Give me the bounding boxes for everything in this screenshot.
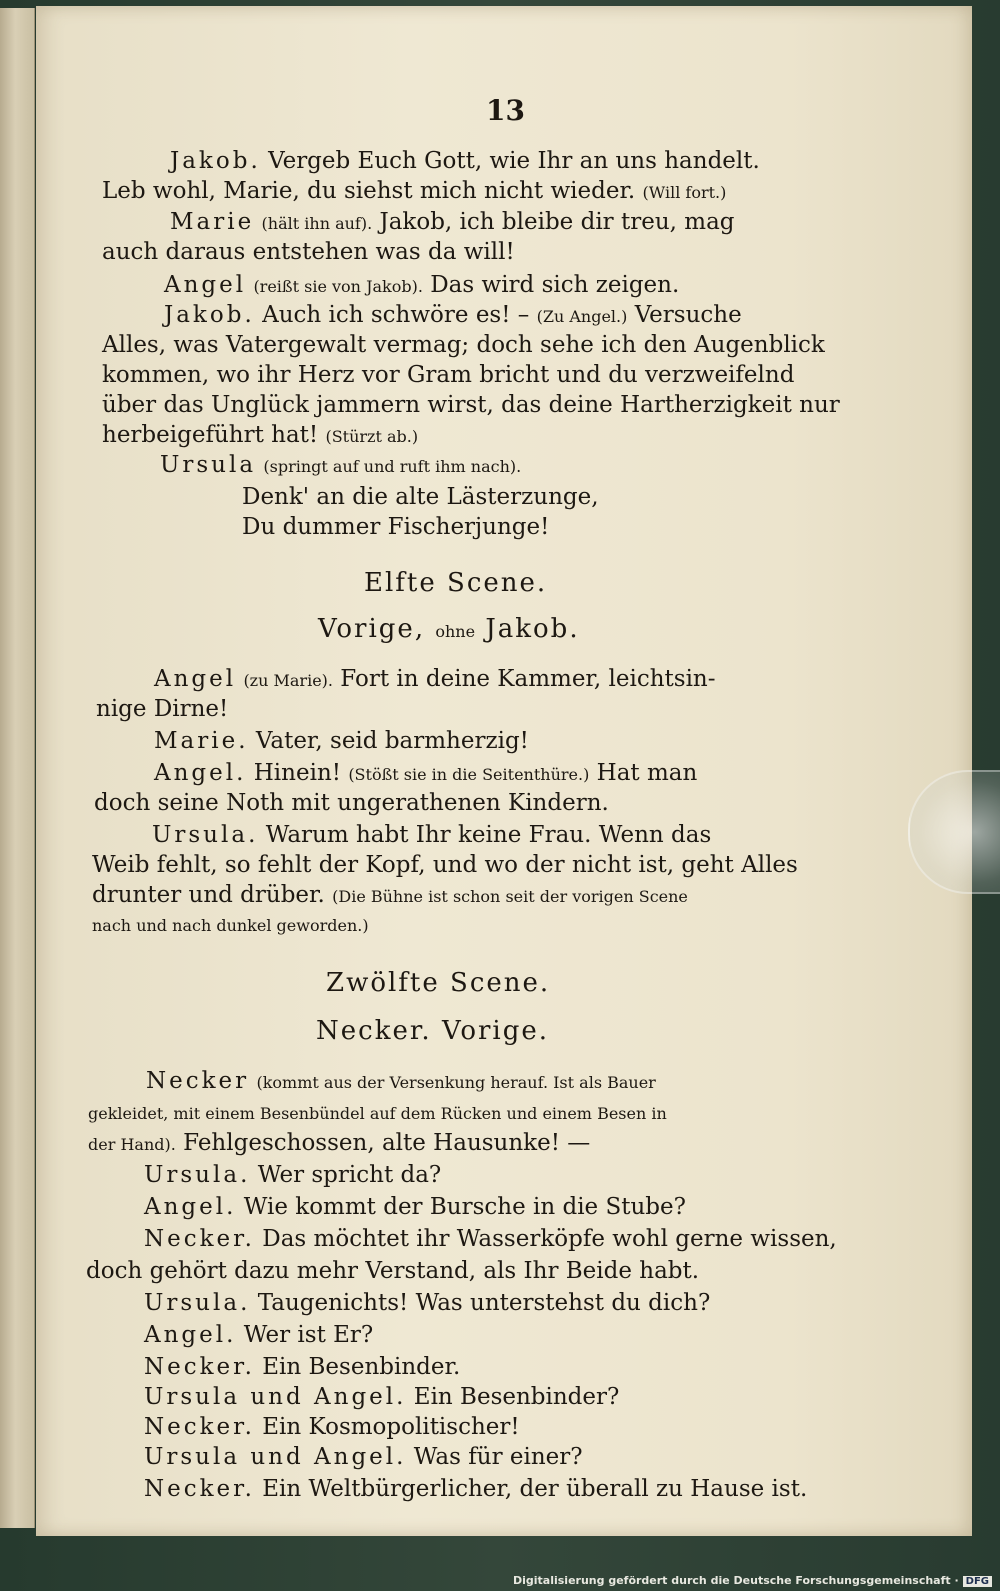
stage-direction: (Die Bühne ist schon seit der vorigen Scene: [332, 887, 688, 906]
text-line: [102, 362, 794, 388]
speaker-name: Ursula und Angel.: [144, 1384, 407, 1410]
scene-heading: Zwölfte Scene.: [326, 968, 551, 998]
stage-direction: (zu Marie).: [243, 671, 333, 690]
dialogue-text: Das möchtet ihr Wasserköpfe wohl gerne wissen,: [262, 1226, 837, 1252]
text-line: [144, 1384, 619, 1410]
text-line: [164, 302, 742, 328]
dialogue-text: Denk' an die alte Lästerzunge,: [242, 484, 599, 510]
dialogue-text: Was für einer?: [413, 1444, 583, 1470]
text-line: [152, 822, 711, 848]
speaker-name: Necker.: [144, 1414, 255, 1440]
subheading-text: Jakob.: [485, 614, 580, 644]
text-line: [144, 1322, 373, 1348]
text-line: [170, 148, 760, 174]
stage-direction: (Zu Angel.): [536, 307, 628, 326]
verse-line: [242, 484, 599, 510]
speaker-name: Jakob.: [170, 148, 261, 174]
dialogue-text: Hinein!: [253, 760, 341, 786]
verse-line: [242, 514, 549, 540]
text-line: [154, 666, 716, 692]
book-page: [36, 6, 972, 1536]
dialogue-text: Vater, seid barmherzig!: [255, 728, 529, 754]
speaker-name: Necker.: [144, 1226, 255, 1252]
dialogue-text: Wie kommt der Bursche in die Stube?: [243, 1194, 686, 1220]
page-number: 13: [486, 94, 525, 127]
speaker-name: Angel.: [154, 760, 247, 786]
speaker-name: Necker.: [144, 1476, 255, 1502]
dialogue-text: nige Dirne!: [96, 696, 229, 722]
dialogue-text: Hat man: [596, 760, 698, 786]
text-line: [144, 1444, 583, 1470]
speaker-name: Jakob.: [164, 302, 255, 328]
text-line: [102, 422, 418, 448]
dialogue-text: Ein Kosmopolitischer!: [262, 1414, 520, 1440]
speaker-name: Angel: [154, 666, 237, 692]
text-line: [144, 1226, 837, 1252]
speaker-name: Ursula.: [152, 822, 259, 848]
speaker-name: Marie.: [154, 728, 249, 754]
dialogue-text: Ein Besenbinder.: [262, 1354, 461, 1380]
dialogue-text: Ein Besenbinder?: [413, 1384, 620, 1410]
text-line: [96, 696, 228, 722]
dialogue-text: doch gehört dazu mehr Verstand, als Ihr Beide habt.: [86, 1258, 700, 1284]
text-line: [164, 272, 679, 298]
dialogue-text: Versuche: [634, 302, 742, 328]
dialogue-text: Jakob, ich bleibe dir treu, mag: [379, 209, 735, 235]
speaker-name: Ursula.: [144, 1162, 251, 1188]
text-line: [86, 1258, 699, 1284]
scene-subheading: [318, 614, 580, 644]
speaker-name: Marie: [170, 209, 255, 235]
text-line: [102, 332, 825, 358]
dialogue-text: Weib fehlt, so fehlt der Kopf, und wo der nicht ist, geht Alles: [92, 852, 798, 878]
dialogue-text: Das wird sich zeigen.: [430, 272, 680, 298]
text-line: [144, 1290, 710, 1316]
dialogue-text: Ein Weltbürgerlicher, der überall zu Hause ist.: [262, 1476, 808, 1502]
text-line: [92, 852, 798, 878]
dialogue-text: Fort in deine Kammer, leichtsin-: [340, 666, 716, 692]
dialogue-text: Taugenichts! Was unterstehst du dich?: [257, 1290, 711, 1316]
text-line: [144, 1354, 460, 1380]
dialogue-text: Fehlgeschossen, alte Hausunke! —: [183, 1130, 591, 1156]
text-line: [102, 239, 515, 265]
text-line: [146, 1068, 656, 1094]
stage-direction-line: gekleidet, mit einem Besenbündel auf dem Rücken und einem Besen in: [88, 1104, 667, 1123]
dialogue-text: herbeigeführt hat!: [102, 422, 319, 448]
dialogue-text: Wer spricht da?: [257, 1162, 442, 1188]
dialogue-text: auch daraus entstehen was da will!: [102, 239, 515, 265]
text-line: [170, 209, 735, 235]
speaker-name: Angel: [164, 272, 247, 298]
dialogue-text: Auch ich schwöre es! –: [262, 302, 530, 328]
speaker-name: Angel.: [144, 1194, 237, 1220]
dialogue-text: Du dummer Fischerjunge!: [242, 514, 550, 540]
stage-direction: (reißt sie von Jakob).: [253, 277, 423, 296]
dialogue-text: drunter und drüber.: [92, 882, 325, 908]
subheading-small: ohne: [435, 622, 476, 641]
dialogue-text: doch seine Noth mit ungerathenen Kindern.: [94, 790, 609, 816]
stage-direction: (kommt aus der Versenkung herauf. Ist als Bauer: [256, 1073, 656, 1092]
text-line: [144, 1162, 441, 1188]
speaker-name: Ursula.: [144, 1290, 251, 1316]
dialogue-text: Warum habt Ihr keine Frau. Wenn das: [265, 822, 712, 848]
text-line: [102, 392, 840, 418]
stage-direction: (springt auf und ruft ihm nach).: [263, 457, 522, 476]
subheading-text: Vorige,: [318, 614, 426, 644]
text-line: [154, 728, 529, 754]
speaker-name: Ursula: [160, 452, 257, 478]
stage-direction: (Will fort.): [642, 183, 727, 202]
stage-direction: (Stürzt ab.): [325, 427, 419, 446]
text-line: [144, 1414, 520, 1440]
scene-heading: Elfte Scene.: [364, 568, 548, 598]
stage-direction: (hält ihn auf).: [261, 214, 373, 233]
text-line: [144, 1476, 807, 1502]
dialogue-text: Alles, was Vatergewalt vermag; doch sehe ich den Augenblick: [102, 332, 825, 358]
text-line: [102, 178, 726, 204]
footer-text: Digitalisierung gefördert durch die Deutsche Forschungsgemeinschaft ·: [512, 1574, 959, 1587]
dialogue-text: über das Unglück jammern wirst, das deine Hartherzigkeit nur: [102, 392, 840, 418]
scene-subheading: Necker. Vorige.: [316, 1016, 550, 1046]
dialogue-text: Leb wohl, Marie, du siehst mich nicht wieder.: [102, 178, 636, 204]
stage-direction-line: nach und nach dunkel geworden.): [92, 916, 369, 935]
text-line: [88, 1130, 590, 1156]
dialogue-text: kommen, wo ihr Herz vor Gram bricht und du verzweifelnd: [102, 362, 795, 388]
text-line: [160, 452, 521, 478]
speaker-name: Necker.: [144, 1354, 255, 1380]
stage-direction: der Hand).: [88, 1135, 176, 1154]
speaker-name: Necker: [146, 1068, 250, 1094]
speaker-name: Angel.: [144, 1322, 237, 1348]
text-line: [94, 790, 609, 816]
dfg-logo: DFG: [963, 1576, 992, 1587]
left-page-edge: [0, 8, 35, 1528]
text-line: [154, 760, 697, 786]
text-line: [92, 882, 688, 908]
dialogue-text: Wer ist Er?: [243, 1322, 374, 1348]
text-line: [144, 1194, 686, 1220]
dialogue-text: Vergeb Euch Gott, wie Ihr an uns handelt.: [268, 148, 760, 174]
speaker-name: Ursula und Angel.: [144, 1444, 407, 1470]
digitization-footer: [513, 1574, 992, 1587]
stage-direction: (Stößt sie in die Seitenthüre.): [348, 765, 590, 784]
